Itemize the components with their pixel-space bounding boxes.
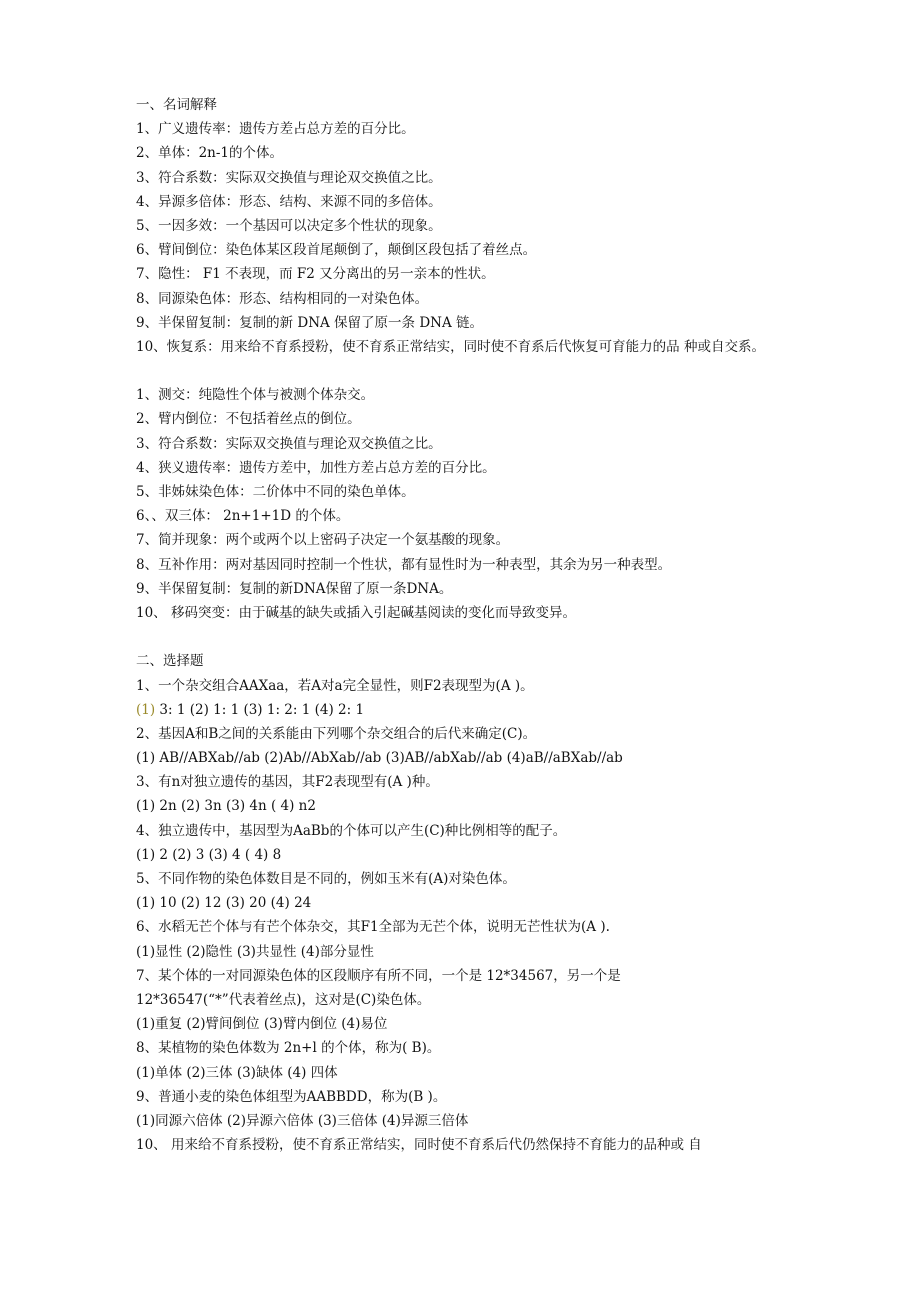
question-line: 1、一个杂交组合AAXaa，若A对a完全显性，则F2表现型为(A )。 xyxy=(136,677,534,694)
term-item: 7、简并现象：两个或两个以上密码子决定一个氨基酸的现象。 xyxy=(136,532,510,549)
question-line: 3、有n对独立遗传的基因，其F2表现型有(A )种。 xyxy=(136,774,439,791)
paragraph-gap xyxy=(136,625,796,649)
term-item: 8、互补作用：两对基因同时控制一个性状，都有显性时为一种表型，其余为另一种表型。 xyxy=(136,556,672,573)
term-item: 6、臂间倒位：染色体某区段首尾颠倒了，颠倒区段包括了着丝点。 xyxy=(136,242,537,259)
option-line: (1) 10 (2) 12 (3) 20 (4) 24 xyxy=(136,895,312,912)
term-list-b xyxy=(136,383,796,625)
option-text: 3: 1 (2) 1: 1 (3) 1: 2: 1 (4) 2: 1 xyxy=(155,701,365,718)
document-page xyxy=(136,93,796,1157)
question-line: 4、独立遗传中，基因型为AaBb的个体可以产生(C)种比例相等的配子。 xyxy=(136,822,567,839)
term-item: 4、狭义遗传率：遗传方差中，加性方差占总方差的百分比。 xyxy=(136,459,496,476)
term-item: 2、单体：2n-1的个体。 xyxy=(136,145,284,162)
term-item: 5、非姊妹染色体：二价体中不同的染色单体。 xyxy=(136,484,415,501)
option-line: (1)显性 (2)隐性 (3)共显性 (4)部分显性 xyxy=(136,943,374,960)
term-item: 10、恢复系：用来给不育系授粉，使不育系正常结实，同时使不育系后代恢复可育能力的品 种或自交系。 xyxy=(136,338,765,355)
option-line: (1) 2n (2) 3n (3) 4n ( 4) n2 xyxy=(136,798,316,815)
question-line: 12*36547(“*”代表着丝点)，这对是(C)染色体。 xyxy=(136,991,431,1008)
question-line: 2、基因A和B之间的关系能由下列哪个杂交组合的后代来确定(C)。 xyxy=(136,725,537,742)
term-item: 1、测交：纯隐性个体与被测个体杂交。 xyxy=(136,387,375,404)
question-list xyxy=(136,674,796,1158)
question-line: 9、普通小麦的染色体组型为AABBDD，称为(B )。 xyxy=(136,1088,447,1105)
section-heading-terms: 一、名词解释 xyxy=(136,97,217,113)
term-item: 9、半保留复制：复制的新 DNA 保留了原一条 DNA 链。 xyxy=(136,314,484,331)
term-item: 6、、双三体： 2n+1+1D 的个体。 xyxy=(136,508,350,525)
term-item: 5、一因多效：一个基因可以决定多个性状的现象。 xyxy=(136,217,442,234)
option-line xyxy=(136,698,796,722)
term-item: 7、隐性： F1 不表现，而 F2 又分离出的另一亲本的性状。 xyxy=(136,266,495,283)
question-line: 5、不同作物的染色体数目是不同的，例如玉米有(A)对染色体。 xyxy=(136,871,516,888)
question-line: 7、某个体的一对同源染色体的区段顺序有所不同，一个是 12*34567，另一个是 xyxy=(136,967,621,984)
term-item: 4、异源多倍体：形态、结构、来源不同的多倍体。 xyxy=(136,193,442,210)
option-marker: (1) xyxy=(136,701,156,718)
term-item: 3、符合系数：实际双交换值与理论双交换值之比。 xyxy=(136,169,442,186)
option-line: (1)同源六倍体 (2)异源六倍体 (3)三倍体 (4)异源三倍体 xyxy=(136,1112,469,1129)
question-line: 6、水稻无芒个体与有芒个体杂交，其F1全部为无芒个体，说明无芒性状为(A ). xyxy=(136,919,610,936)
term-item: 8、同源染色体：形态、结构相同的一对染色体。 xyxy=(136,290,429,307)
question-line: 8、某植物的染色体数为 2n+l 的个体，称为( B)。 xyxy=(136,1040,441,1057)
term-item: 2、臂内倒位：不包括着丝点的倒位。 xyxy=(136,411,361,428)
term-item: 10、 移码突变：由于碱基的缺失或插入引起碱基阅读的变化而导致变异。 xyxy=(136,604,576,621)
option-line: (1)单体 (2)三体 (3)缺体 (4) 四体 xyxy=(136,1064,338,1081)
question-line: 10、 用来给不育系授粉，使不育系正常结实，同时使不育系后代仍然保持不育能力的品种或 自 xyxy=(136,1137,702,1154)
option-line: (1) 2 (2) 3 (3) 4 ( 4) 8 xyxy=(136,846,282,863)
term-item: 9、半保留复制：复制的新DNA保留了原一条DNA。 xyxy=(136,580,453,597)
option-line: (1)重复 (2)臂间倒位 (3)臂内倒位 (4)易位 xyxy=(136,1016,388,1033)
paragraph-gap xyxy=(136,359,796,383)
term-item: 1、广义遗传率：遗传方差占总方差的百分比。 xyxy=(136,121,415,138)
option-line: (1) AB//ABXab//ab (2)Ab//AbXab//ab (3)AB//abXab//ab (4)aB//aBXab//ab xyxy=(136,750,623,767)
term-list-a xyxy=(136,117,796,359)
term-item: 3、符合系数：实际双交换值与理论双交换值之比。 xyxy=(136,435,442,452)
section-heading-choice: 二、选择题 xyxy=(136,653,204,670)
